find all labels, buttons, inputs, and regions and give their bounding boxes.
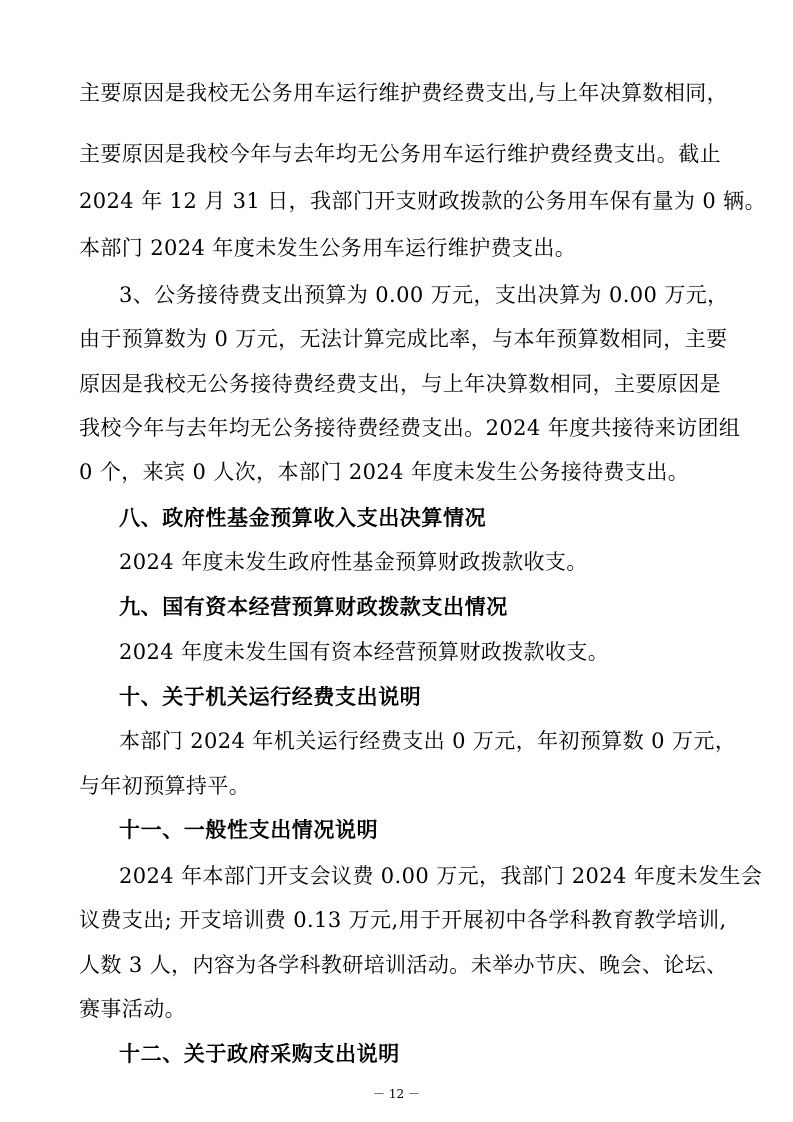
paragraph-line: 由于预算数为 0 万元，无法计算完成比率，与本年预算数相同，主要 (79, 327, 728, 351)
section-heading: 十、关于机关运行经费支出说明 (119, 685, 422, 709)
paragraph-line: 2024 年度未发生国有资本经营预算财政拨款收支。 (119, 640, 610, 664)
paragraph-line: 赛事活动。 (79, 997, 186, 1021)
page-number: － 12 － (373, 1087, 420, 1101)
paragraph-line: 我校今年与去年均无公务接待费经费支出。2024 年度共接待来访团组 (79, 416, 741, 440)
paragraph-line: 3、公务接待费支出预算为 0.00 万元，支出决算为 0.00 万元， (119, 283, 729, 307)
paragraph-line: 0 个，来宾 0 人次，本部门 2024 年度未发生公务接待费支出。 (79, 460, 690, 484)
paragraph-line: 原因是我校无公务接待费经费支出，与上年决算数相同，主要原因是 (79, 372, 721, 396)
paragraph-line: 本部门 2024 年度未发生公务用车运行维护费支出。 (79, 236, 577, 260)
section-heading: 十二、关于政府采购支出说明 (119, 1042, 400, 1066)
paragraph-line: 主要原因是我校无公务用车运行维护费经费支出,与上年决算数相同， (79, 81, 729, 105)
paragraph-line: 2024 年度未发生政府性基金预算财政拨款收支。 (119, 550, 588, 574)
section-heading: 十一、一般性支出情况说明 (119, 818, 379, 842)
section-heading: 八、政府性基金预算收入支出决算情况 (119, 506, 487, 530)
paragraph-line: 本部门 2024 年机关运行经费支出 0 万元，年初预算数 0 万元， (119, 729, 737, 753)
paragraph-line: 2024 年 12 月 31 日，我部门开支财政拨款的公务用车保有量为 0 辆。 (79, 189, 766, 213)
paragraph-line: 2024 年本部门开支会议费 0.00 万元，我部门 2024 年度未发生会 (119, 864, 763, 888)
paragraph-line: 人数 3 人，内容为各学科教研培训活动。未举办节庆、晚会、论坛、 (79, 953, 728, 977)
paragraph-line: 与年初预算持平。 (79, 774, 251, 798)
paragraph-line: 议费支出; 开支培训费 0.13 万元,用于开展初中各学科教育教学培训, (79, 908, 727, 932)
paragraph-line: 主要原因是我校今年与去年均无公务用车运行维护费经费支出。截止 (79, 142, 721, 166)
section-heading: 九、国有资本经营预算财政拨款支出情况 (119, 595, 508, 619)
